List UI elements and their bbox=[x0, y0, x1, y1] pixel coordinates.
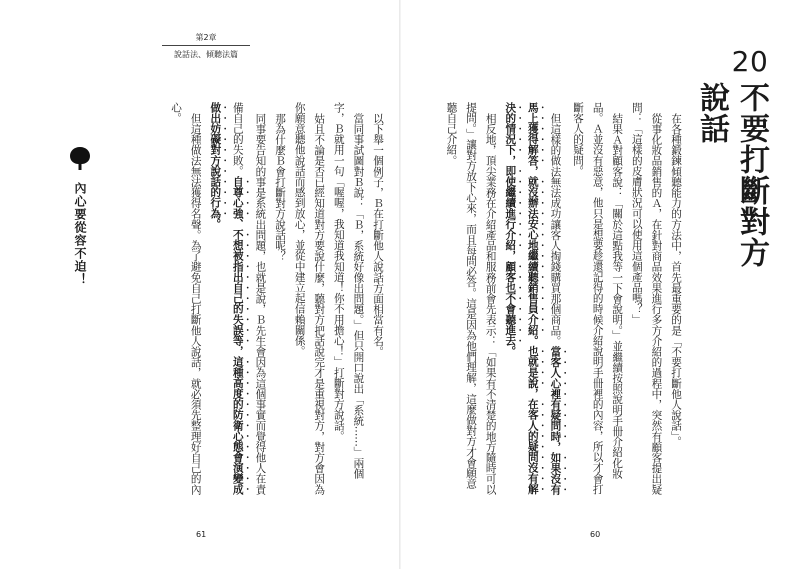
paragraph-text: 但這樣的做法無法成功讓客人掏錢購買那個商品。 bbox=[549, 112, 562, 346]
paragraph bbox=[500, 102, 568, 497]
emphasis-text: 自尊心強、不想被指出自己的失誤等，這種高度的防衛心態會演變成做出妨礙對方說話的行為。 bbox=[209, 102, 244, 495]
paragraph: 當同事試圖對Ｂ說：「Ｂ，系統好像出問題。」但只開口說出「系統……」兩個字，Ｂ就用一句「喔喔，我知道我知道！你不用擔心！」打斷對方說話。 bbox=[332, 102, 365, 479]
paragraph: 那為什麼Ｂ會打斷對方說話呢？ bbox=[274, 112, 287, 261]
paragraph: 從事化妝品銷售的Ａ，在針對商品效果進行多方介紹的過程中，突然有顧客提出疑問：「這樣的皮膚狀況可以使用這個產品嗎？」 bbox=[630, 102, 663, 495]
chapter-label: 第2章 bbox=[195, 33, 217, 42]
paragraph: 在各種鍛鍊傾聽能力的方法中，首先最重要的是「不要打斷他人說話」。 bbox=[670, 112, 682, 447]
paragraph: 但這種做法無法獲得名聲。為了避免自己打斷他人說話，就必須先整理好自己的內心。 bbox=[170, 102, 202, 495]
tree-icon bbox=[68, 146, 92, 172]
page-number-left: 61 bbox=[196, 530, 207, 539]
running-head-rule bbox=[162, 45, 250, 46]
tip-callout bbox=[60, 146, 100, 386]
section-title: 不要打斷對方說話 bbox=[694, 82, 769, 268]
section-number: 20 bbox=[731, 45, 769, 78]
left-page bbox=[0, 0, 399, 569]
paragraph: 以下舉一個例子，Ｂ在打斷他人說話方面相當有名。 bbox=[372, 112, 384, 357]
paragraph: 結果Ａ對顧客說：「關於這點我等一下會說明。」並繼續按照說明手冊介紹化妝品。Ａ並沒有惡意，他只是想要趁還記得的時候介紹說明手冊裡的內容，所以才會打斷客人的疑問。 bbox=[572, 102, 624, 495]
left-page-body bbox=[115, 102, 387, 497]
paragraph bbox=[205, 102, 270, 497]
right-page-body bbox=[442, 102, 685, 497]
paragraph-text: 同事要告知的事是系統出問題，也就是說，Ｂ先生會因為這個事實而覺得他人在責備自己的失敗。 bbox=[231, 102, 267, 495]
emphasis-text: 當客人心裡有疑問時，如果沒有馬上獲得解答，就沒辦法安心地繼續聽銷售員介紹。也就是說，在客人的疑問沒有解決的情況下，即使繼續進行介紹，顧客也不會聽進去。 bbox=[504, 102, 562, 495]
paragraph: 相反地，頂尖業務在介紹產品和服務前會先表示：「如果有不清楚的地方隨時可以提問。」讓對方放下心來，而且每問必答。這是因為他們理解，這麼做對方才會願意聽自己介紹。 bbox=[445, 102, 497, 495]
tip-text: 內心要從容不迫！ bbox=[73, 182, 87, 286]
running-head bbox=[162, 34, 250, 59]
paragraph: 姑且不論是否已經知道對方要說什麼，聽對方把話說完才是重視對方，對方會因為你願意聽他說話而感到放心，並從中建立起信賴關係。 bbox=[293, 102, 326, 495]
page-number-right: 60 bbox=[590, 530, 601, 539]
section-label: 說話法、傾聽法篇 bbox=[174, 50, 238, 59]
